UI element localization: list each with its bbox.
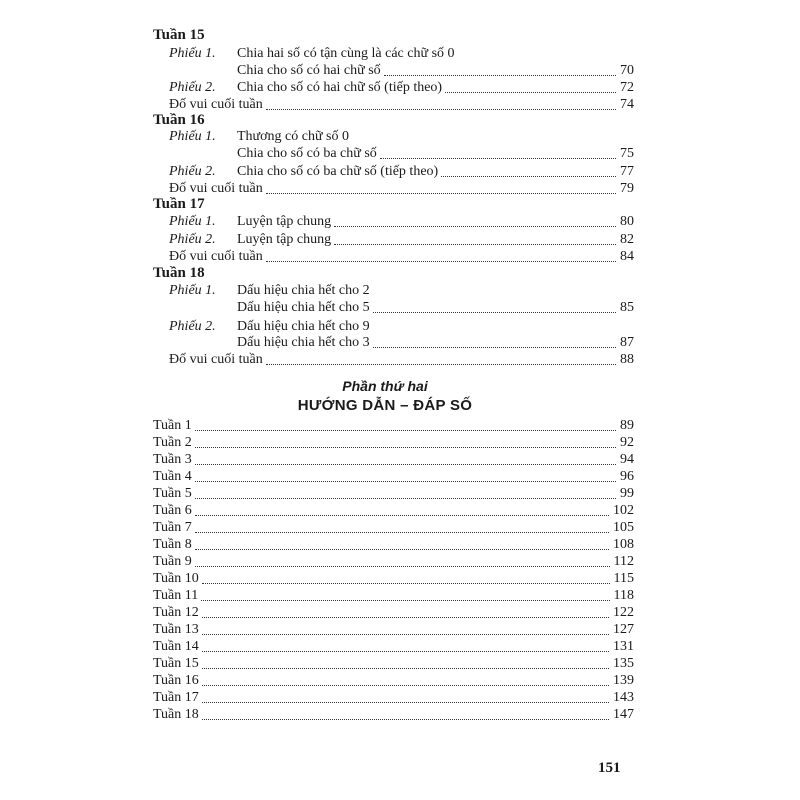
entry-page: 105	[613, 520, 634, 535]
entry-page: 147	[613, 707, 634, 722]
entry-label: Tuần 18	[153, 707, 199, 722]
dot-leader	[266, 109, 616, 110]
toc-entry	[153, 468, 634, 486]
dot-leader	[380, 158, 616, 159]
entry-page: 108	[613, 537, 634, 552]
entry-label: Đố vui cuối tuần	[169, 181, 263, 196]
entry-page: 96	[620, 469, 634, 484]
dot-leader	[195, 566, 610, 567]
dot-leader	[373, 312, 616, 313]
entry-label: Đố vui cuối tuần	[169, 249, 263, 264]
entry-label: Tuần 13	[153, 622, 199, 637]
entry-label: Chia cho số có hai chữ số (tiếp theo)	[237, 80, 443, 95]
toc-entry	[153, 672, 634, 690]
part-heading: HƯỚNG DẪN – ĐÁP SỐ	[297, 397, 473, 414]
dot-leader	[195, 447, 616, 448]
dot-leader	[266, 364, 616, 365]
entry-label: Tuần 11	[153, 588, 199, 603]
toc-entry	[169, 180, 634, 198]
dot-leader	[195, 464, 616, 465]
toc-entry	[237, 79, 634, 97]
sheet-line: Chia hai số có tận cùng là các chữ số 0	[237, 46, 455, 61]
week-title: Tuần 15	[153, 27, 205, 43]
entry-page: 122	[613, 605, 634, 620]
dot-leader	[195, 430, 616, 431]
entry-label: Tuần 14	[153, 639, 199, 654]
entry-label: Tuần 8	[153, 537, 192, 552]
dot-leader	[202, 634, 609, 635]
toc-entry	[153, 570, 634, 588]
page-number: 151	[598, 760, 621, 776]
entry-page: 88	[620, 352, 634, 367]
entry-label: Tuần 16	[153, 673, 199, 688]
entry-label: Dấu hiệu chia hết cho 5	[237, 300, 370, 315]
entry-page: 115	[613, 571, 634, 586]
dot-leader	[195, 498, 616, 499]
entry-page: 74	[620, 97, 634, 112]
toc-entry	[237, 299, 634, 317]
sheet-label: Phiếu 1.	[169, 283, 216, 298]
dot-leader	[201, 600, 609, 601]
dot-leader	[373, 347, 616, 348]
dot-leader	[195, 532, 609, 533]
toc-entry	[153, 451, 634, 469]
toc-entry	[153, 434, 634, 452]
toc-entry	[153, 621, 634, 639]
entry-page: 84	[620, 249, 634, 264]
sheet-label: Phiếu 2.	[169, 164, 216, 179]
dot-leader	[334, 244, 616, 245]
entry-page: 143	[613, 690, 634, 705]
toc-entry	[237, 163, 634, 181]
toc-entry	[169, 96, 634, 114]
sheet-label: Phiếu 1.	[169, 214, 216, 229]
entry-page: 85	[620, 300, 634, 315]
week-title: Tuần 17	[153, 196, 205, 212]
toc-entry	[153, 417, 634, 435]
entry-label: Tuần 6	[153, 503, 192, 518]
entry-page: 139	[613, 673, 634, 688]
entry-page: 135	[613, 656, 634, 671]
entry-label: Tuần 1	[153, 418, 192, 433]
entry-label: Tuần 15	[153, 656, 199, 671]
toc-entry	[153, 638, 634, 656]
toc-entry	[237, 334, 634, 352]
entry-label: Tuần 9	[153, 554, 192, 569]
week-title: Tuần 16	[153, 112, 205, 128]
toc-entry	[153, 706, 634, 724]
dot-leader	[202, 651, 609, 652]
entry-label: Tuần 2	[153, 435, 192, 450]
entry-label: Tuần 10	[153, 571, 199, 586]
dot-leader	[202, 685, 609, 686]
dot-leader	[195, 549, 609, 550]
toc-entry	[169, 248, 634, 266]
entry-page: 131	[613, 639, 634, 654]
dot-leader	[202, 583, 610, 584]
entry-page: 99	[620, 486, 634, 501]
entry-page: 87	[620, 335, 634, 350]
entry-page: 94	[620, 452, 634, 467]
dot-leader	[441, 176, 616, 177]
dot-leader	[195, 481, 616, 482]
entry-label: Luyện tập chung	[237, 214, 332, 229]
dot-leader	[202, 702, 609, 703]
entry-label: Đố vui cuối tuần	[169, 97, 263, 112]
entry-label: Chia cho số có ba chữ số	[237, 146, 377, 161]
toc-entry	[169, 351, 634, 369]
sheet-label: Phiếu 2.	[169, 319, 216, 334]
entry-label: Tuần 7	[153, 520, 192, 535]
entry-page: 82	[620, 232, 634, 247]
entry-label: Chia cho số có ba chữ số (tiếp theo)	[237, 164, 439, 179]
part-title: Phần thứ hai	[342, 378, 428, 394]
toc-entry	[237, 62, 634, 80]
entry-label: Tuần 4	[153, 469, 192, 484]
sheet-line: Thương có chữ số 0	[237, 129, 350, 144]
dot-leader	[202, 719, 609, 720]
toc-entry	[153, 519, 634, 537]
entry-page: 75	[620, 146, 634, 161]
entry-label: Đố vui cuối tuần	[169, 352, 263, 367]
entry-page: 80	[620, 214, 634, 229]
dot-leader	[266, 193, 616, 194]
dot-leader	[202, 617, 609, 618]
toc-entry	[153, 689, 634, 707]
entry-label: Tuần 3	[153, 452, 192, 467]
toc-entry	[153, 553, 634, 571]
sheet-label: Phiếu 1.	[169, 46, 216, 61]
dot-leader	[384, 75, 616, 76]
toc-entry	[237, 145, 634, 163]
entry-page: 77	[620, 164, 634, 179]
week-title: Tuần 18	[153, 265, 205, 281]
toc-entry	[153, 536, 634, 554]
dot-leader	[445, 92, 616, 93]
sheet-label: Phiếu 1.	[169, 129, 216, 144]
dot-leader	[266, 261, 616, 262]
entry-page: 102	[613, 503, 634, 518]
dot-leader	[334, 226, 616, 227]
sheet-label: Phiếu 2.	[169, 80, 216, 95]
dot-leader	[195, 515, 609, 516]
entry-page: 72	[620, 80, 634, 95]
entry-page: 70	[620, 63, 634, 78]
entry-label: Dấu hiệu chia hết cho 3	[237, 335, 370, 350]
entry-page: 79	[620, 181, 634, 196]
toc-entry	[153, 655, 634, 673]
entry-label: Tuần 5	[153, 486, 192, 501]
entry-page: 89	[620, 418, 634, 433]
entry-page: 118	[613, 588, 634, 603]
entry-page: 112	[613, 554, 634, 569]
entry-label: Tuần 17	[153, 690, 199, 705]
dot-leader	[202, 668, 609, 669]
toc-entry	[237, 231, 634, 249]
toc-entry	[153, 502, 634, 520]
entry-label: Tuần 12	[153, 605, 199, 620]
entry-page: 92	[620, 435, 634, 450]
toc-entry	[237, 213, 634, 231]
entry-page: 127	[613, 622, 634, 637]
entry-label: Chia cho số có hai chữ số	[237, 63, 381, 78]
sheet-line: Dấu hiệu chia hết cho 9	[237, 319, 370, 334]
entry-label: Luyện tập chung	[237, 232, 332, 247]
sheet-label: Phiếu 2.	[169, 232, 216, 247]
toc-entry	[153, 485, 634, 503]
toc-entry	[153, 587, 634, 605]
sheet-line: Dấu hiệu chia hết cho 2	[237, 283, 370, 298]
toc-entry	[153, 604, 634, 622]
